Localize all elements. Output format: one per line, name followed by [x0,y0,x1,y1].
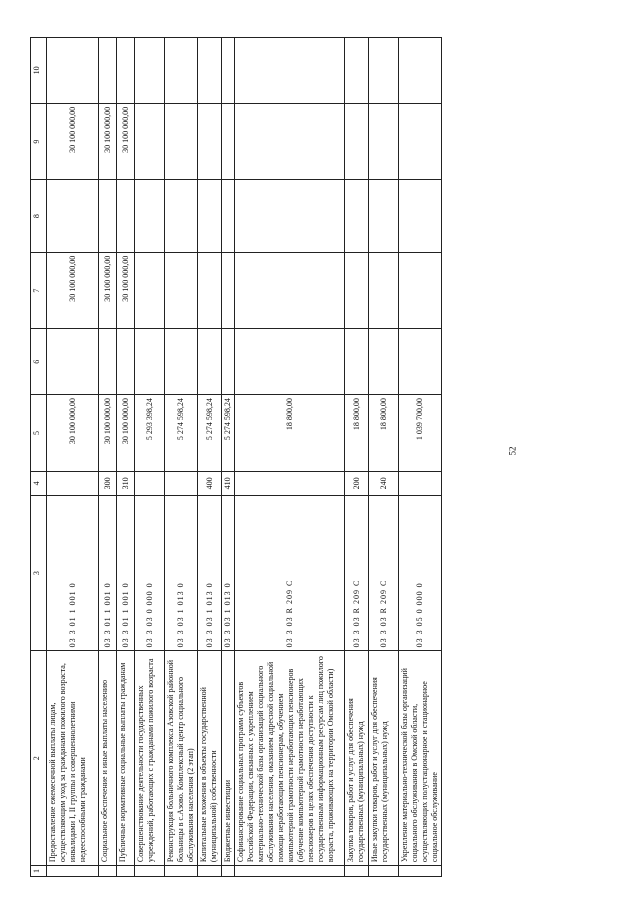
row-index-cell [345,866,369,877]
target-article-code-cell: 03 3 01 1 001 0 [47,495,99,651]
row-index-cell [117,866,135,877]
target-article-code-cell: 03 3 03 1 013 0 [222,495,235,651]
amount-col10-cell [117,38,135,104]
row-index-cell [135,866,165,877]
amount-col6-cell [345,329,369,395]
column-number: 7 [31,252,47,329]
table-row [117,38,135,877]
row-index-cell [198,866,222,877]
column-number-row [31,38,47,877]
amount-col8-cell [47,180,99,252]
amount-col9-cell [222,103,235,180]
row-name-cell: Социальное обеспечение и иные выплаты населению [99,651,117,866]
expense-type-cell [47,471,99,495]
amount-col7-cell [369,252,399,329]
expense-type-cell [165,471,198,495]
expense-type-cell: 410 [222,471,235,495]
amount-col10-cell [47,38,99,104]
column-number: 5 [31,395,47,472]
row-index-cell [235,866,345,877]
expense-type-cell: 310 [117,471,135,495]
expense-type-cell [399,471,442,495]
target-article-code-cell: 03 3 03 1 013 0 [165,495,198,651]
page-number: 52 [507,446,518,456]
row-name-cell: Реконструкция больничного комплекса Азовской районной больницы в с.Азово. Комплексный центр социального обслуживания населения (2 этап) [165,651,198,866]
table-row [345,38,369,877]
amount-col10-cell [369,38,399,104]
table-row [222,38,235,877]
amount-col7-cell: 30 100 000,00 [99,252,117,329]
amount-col5-cell: 30 100 000,00 [47,395,99,472]
amount-col9-cell [235,103,345,180]
table-row [369,38,399,877]
amount-col7-cell [165,252,198,329]
amount-col7-cell [399,252,442,329]
column-number: 10 [31,38,47,104]
amount-col5-cell: 30 100 000,00 [117,395,135,472]
amount-col6-cell [135,329,165,395]
amount-col6-cell [235,329,345,395]
expense-type-cell [135,471,165,495]
amount-col7-cell [222,252,235,329]
amount-col9-cell [369,103,399,180]
amount-col8-cell [222,180,235,252]
budget-table-container [30,37,615,877]
row-index-cell [165,866,198,877]
row-index-cell [47,866,99,877]
row-index-cell [399,866,442,877]
row-index-cell [369,866,399,877]
amount-col9-cell [345,103,369,180]
target-article-code-cell: 03 3 03 R 209 С [235,495,345,651]
amount-col9-cell [135,103,165,180]
amount-col5-cell: 5 274 598,24 [165,395,198,472]
amount-col6-cell [165,329,198,395]
amount-col10-cell [99,38,117,104]
amount-col5-cell: 1 039 700,00 [399,395,442,472]
amount-col8-cell [135,180,165,252]
column-number: 2 [31,651,47,866]
amount-col6-cell [198,329,222,395]
amount-col5-cell: 5 293 398,24 [135,395,165,472]
column-number: 3 [31,495,47,651]
amount-col8-cell [198,180,222,252]
amount-col7-cell [345,252,369,329]
amount-col5-cell: 18 800,00 [235,395,345,472]
amount-col6-cell [399,329,442,395]
amount-col9-cell [165,103,198,180]
amount-col7-cell [235,252,345,329]
amount-col6-cell [99,329,117,395]
column-number: 9 [31,103,47,180]
expense-type-cell: 400 [198,471,222,495]
target-article-code-cell: 03 3 03 R 209 С [345,495,369,651]
expense-type-cell: 240 [369,471,399,495]
column-number: 1 [31,866,47,877]
row-name-cell: Капитальные вложения в объекты государственной (муниципальной) собственности [198,651,222,866]
amount-col6-cell [117,329,135,395]
amount-col10-cell [165,38,198,104]
row-name-cell: Софинансирование социальных программ субъектов Российской Федерации, связанных с укреплением материально-технической базы организаций социального обслуживания населения, оказанием адресной социальной помощи неработающим пенсионерам, обучением компьютерной грамотности неработающих пенсионеров (обучение компьютерной грамотности неработающих пенсионеров в целях обеспечения доступности к государственным информационным ресурсам лиц пожилого возраста, проживающих на территории Омской области) [235,651,345,866]
column-number: 6 [31,329,47,395]
amount-col10-cell [135,38,165,104]
amount-col8-cell [369,180,399,252]
amount-col7-cell [135,252,165,329]
row-name-cell: Укрепление материально-технической базы организаций социального обслуживания в Омской области, осуществляющих полустационарное и стационарное социальное обслуживание [399,651,442,866]
amount-col6-cell [222,329,235,395]
expense-type-cell: 200 [345,471,369,495]
row-name-cell: Совершенствование деятельности государственных учреждений, работающих с гражданами пожилого возраста [135,651,165,866]
table-row [47,38,99,877]
table-row [399,38,442,877]
amount-col10-cell [198,38,222,104]
target-article-code-cell: 03 3 01 1 001 0 [99,495,117,651]
amount-col10-cell [399,38,442,104]
amount-col5-cell: 5 274 598,24 [198,395,222,472]
amount-col9-cell: 30 100 000,00 [117,103,135,180]
amount-col10-cell [345,38,369,104]
row-name-cell: Публичные нормативные социальные выплаты гражданам [117,651,135,866]
amount-col9-cell: 30 100 000,00 [99,103,117,180]
row-name-cell: Бюджетные инвестиции [222,651,235,866]
row-index-cell [99,866,117,877]
row-name-cell: Иные закупки товаров, работ и услуг для обеспечения государственных (муниципальных) нужд [369,651,399,866]
expense-type-cell: 300 [99,471,117,495]
target-article-code-cell: 03 3 03 1 013 0 [198,495,222,651]
amount-col10-cell [235,38,345,104]
table-body [47,38,442,877]
table-row [235,38,345,877]
amount-col8-cell [99,180,117,252]
amount-col10-cell [222,38,235,104]
table-row [135,38,165,877]
table-row [99,38,117,877]
amount-col8-cell [235,180,345,252]
row-name-cell: Закупка товаров, работ и услуг для обеспечения государственных (муниципальных) нужд [345,651,369,866]
target-article-code-cell: 03 3 03 0 000 0 [135,495,165,651]
amount-col9-cell [399,103,442,180]
amount-col6-cell [369,329,399,395]
target-article-code-cell: 03 3 03 R 209 С [369,495,399,651]
amount-col8-cell [399,180,442,252]
amount-col5-cell: 5 274 598,24 [222,395,235,472]
row-index-cell [222,866,235,877]
amount-col5-cell: 18 800,00 [369,395,399,472]
amount-col9-cell [198,103,222,180]
amount-col8-cell [345,180,369,252]
column-number: 8 [31,180,47,252]
table-row [198,38,222,877]
column-number: 4 [31,471,47,495]
amount-col5-cell: 18 800,00 [345,395,369,472]
row-name-cell: Предоставление ежемесячной выплаты лицам, осуществляющим уход за гражданами пожилого возраста, инвалидами I, II группы и совершеннолетними недееспособными гражданами [47,651,99,866]
amount-col7-cell: 30 100 000,00 [117,252,135,329]
target-article-code-cell: 03 3 05 0 000 0 [399,495,442,651]
amount-col8-cell [165,180,198,252]
amount-col9-cell: 30 100 000,00 [47,103,99,180]
amount-col8-cell [117,180,135,252]
table-row [165,38,198,877]
amount-col5-cell: 30 100 000,00 [99,395,117,472]
budget-table [30,37,442,877]
target-article-code-cell: 03 3 01 1 001 0 [117,495,135,651]
amount-col6-cell [47,329,99,395]
amount-col7-cell: 30 100 000,00 [47,252,99,329]
expense-type-cell [235,471,345,495]
amount-col7-cell [198,252,222,329]
